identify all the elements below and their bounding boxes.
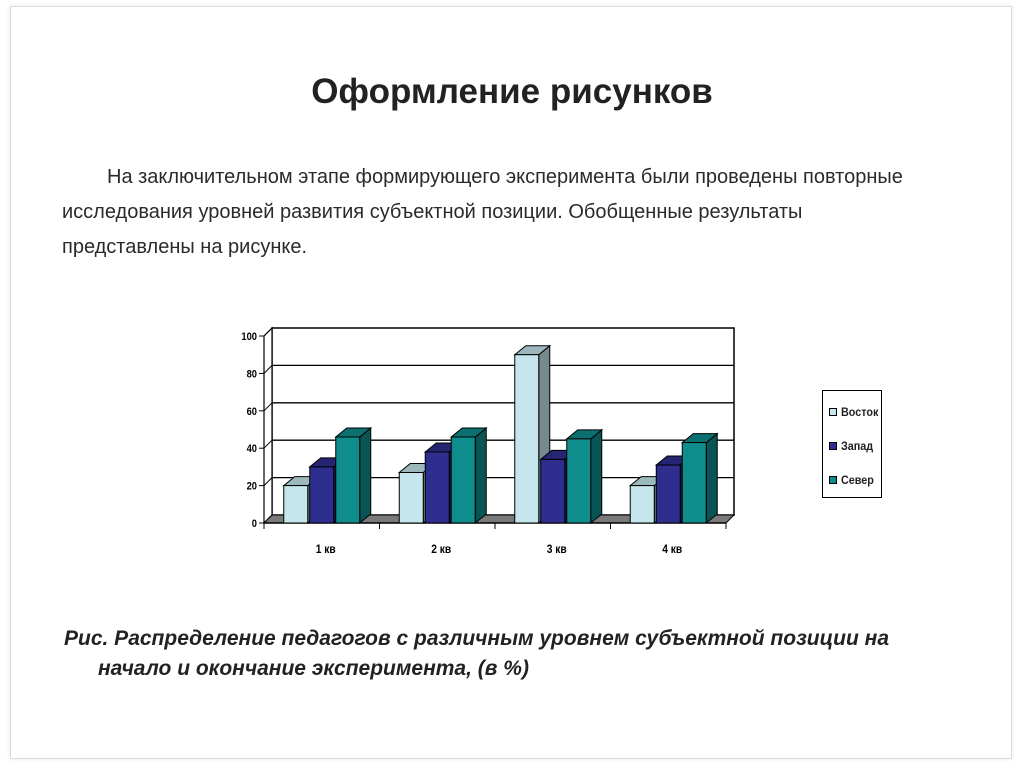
bar-front	[515, 355, 539, 523]
chart-side-wall	[264, 328, 272, 523]
figure-caption	[64, 624, 984, 684]
bar-front	[567, 439, 591, 523]
y-tick-label: 40	[246, 443, 257, 456]
bar	[567, 430, 602, 523]
x-tick-label: 1 кв	[315, 543, 336, 557]
y-tick-label: 100	[241, 331, 257, 344]
bar-front	[541, 459, 565, 523]
y-tick-label: 0	[251, 518, 257, 531]
legend-item	[829, 405, 883, 419]
chart-legend	[822, 390, 882, 498]
bar-front	[656, 465, 680, 523]
body-paragraph: На заключительном этапе формирующего эксперимента были проведены повторные исследования уровней развития субъектной позиции. Обобщенные результаты представлены на рисунке.	[62, 166, 903, 258]
legend-label: Восток	[841, 405, 879, 419]
legend-label: Север	[841, 473, 874, 487]
bar	[451, 428, 486, 523]
bar-front	[682, 443, 706, 523]
caption-line-2: начало и окончание эксперимента, (в %)	[98, 657, 529, 680]
legend-item	[829, 473, 878, 487]
bar	[336, 428, 371, 523]
bar-front	[630, 486, 654, 523]
y-tick-label: 80	[246, 368, 257, 381]
bar-side	[360, 428, 371, 523]
legend-item	[829, 439, 877, 453]
caption-line-1: Рис. Распределение педагогов с различным уровнем субъектной позиции на	[64, 627, 890, 650]
slide-title: Оформление рисунков	[311, 72, 713, 111]
x-tick-label: 4 кв	[662, 543, 683, 557]
bar-front	[284, 486, 308, 523]
legend-label: Запад	[841, 439, 874, 453]
bar-side	[706, 434, 717, 523]
bar-front	[451, 437, 475, 523]
legend-swatch	[829, 442, 837, 450]
bar-front	[310, 467, 334, 523]
bar-front	[336, 437, 360, 523]
y-tick-label: 20	[246, 480, 257, 493]
bar-front	[399, 473, 423, 523]
x-tick-label: 2 кв	[431, 543, 452, 557]
bar-front	[425, 452, 449, 523]
legend-swatch	[829, 476, 837, 484]
bar-side	[475, 428, 486, 523]
x-tick-label: 3 кв	[546, 543, 567, 557]
bar	[682, 434, 717, 523]
y-tick-label: 60	[246, 406, 257, 419]
bar-side	[591, 430, 602, 523]
legend-swatch	[829, 408, 837, 416]
